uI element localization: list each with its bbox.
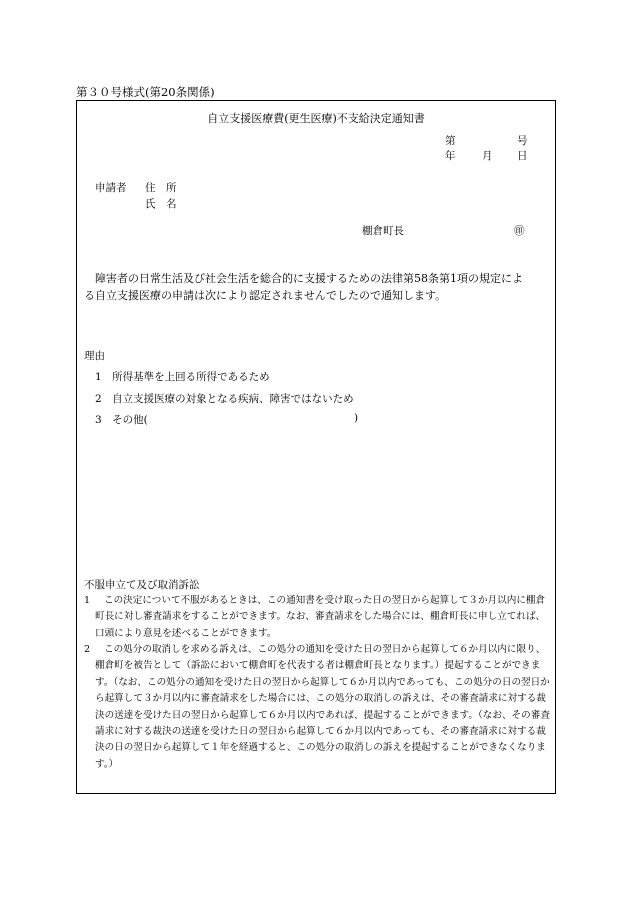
applicant-address-label: 住 所 (145, 182, 177, 194)
reason-heading: 理由 (84, 350, 105, 362)
document-title: 自立支援医療費(更生医療)不支給決定通知書 (207, 112, 425, 125)
appeal-item-1-text: この決定について不服があるときは、この通知書を受け取った日の翌日から起算して３か月以内に棚倉町長に対し審査請求をすることができます。なお、審査請求をした場合には、棚倉町長に申し立てれば、口頭により意見を述べることができます。 (95, 595, 546, 639)
body-text-line1: 障害者の日常生活及び社会生活を総合的に支援するための法律第58条第1項の規定によ (95, 272, 523, 285)
reason-item-1: 1 所得基準を上回る所得であるため (95, 371, 270, 383)
appeal-heading: 不服申立て及び取消訴訟 (84, 579, 200, 591)
reason-item-2: 2 自立支援医療の対象となる疾病、障害ではないため (95, 393, 354, 405)
appeal-item-2 (84, 642, 550, 773)
number-go: 号 (517, 135, 528, 147)
number-dai: 第 (445, 135, 456, 147)
date-day: 日 (517, 150, 528, 162)
reason-item-3: 3 その他( (95, 414, 148, 426)
reason-item-3-close: ) (354, 412, 359, 424)
applicant-label: 申請者 (95, 182, 127, 194)
body-text-line2: る自立支援医療の申請は次により認定されませんでしたので通知します。 (84, 289, 447, 302)
appeal-item-1-num: 1 (84, 595, 91, 606)
form-number-label: 第３０号様式(第20条関係) (76, 85, 215, 99)
date-year: 年 (445, 150, 456, 162)
date-month: 月 (482, 150, 493, 162)
appeal-item-1 (84, 593, 550, 642)
applicant-name-label: 氏 名 (145, 198, 177, 210)
appeal-item-2-num: 2 (84, 644, 91, 655)
seal-mark: ㊞ (514, 225, 525, 237)
issuer-name: 棚倉町長 (362, 225, 404, 237)
notice-frame (76, 100, 556, 794)
appeal-item-2-text: この処分の取消しを求める訴えは、この処分の通知を受けた日の翌日から起算して６か月以内に限り、棚倉町を被告として（訴訟において棚倉町を代表する者は棚倉町長となります。）提起することができます。（なお、この処分の通知を受けた日の翌日から起算して６か月以内であっても、この処分の日の翌日から起算して３か月以内に審査請求をした場合には、この処分の取消しの訴えは、その審査請求に対する裁決の送達を受けた日の翌日から起算して６か月以内であれば、提起することができます。（なお、その審査請求に対する裁決の送達を受けた日の翌日から起算して６か月以内であっても、その審査請求に対する裁決の日の翌日から起算して１年を経過すると、この処分の取消しの訴えを提起することができなくなります。） (95, 644, 550, 770)
